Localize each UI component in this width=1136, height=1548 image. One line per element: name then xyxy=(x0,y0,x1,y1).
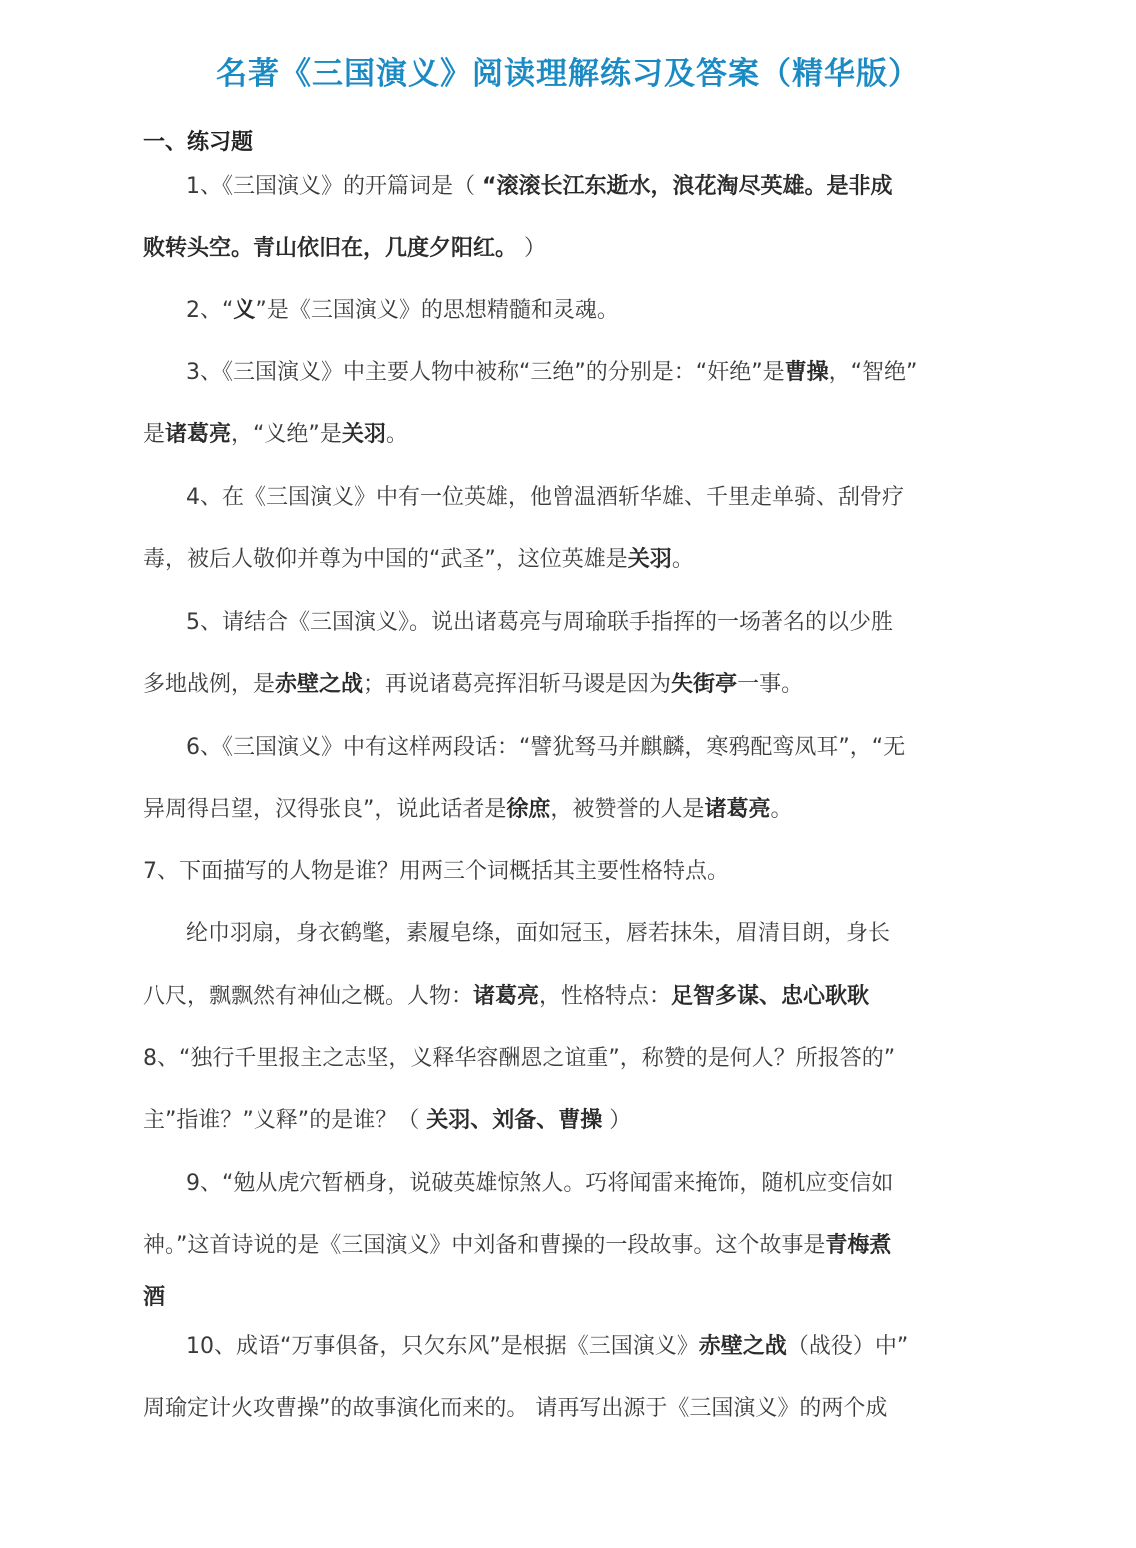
question-text: 9、“勉从虎穴暂栖身，说破英雄惊煞人。巧将闻雷来掩饰，随机应变信如 xyxy=(186,1171,894,1196)
text-line xyxy=(143,670,803,700)
question-text: 毒，被后人敬仰并尊为中国的“武圣”，这位英雄是 xyxy=(143,547,628,572)
text-line xyxy=(143,545,694,575)
question-text: 5、请结合《三国演义》。说出诸葛亮与周瑜联手指挥的一场著名的以少胜 xyxy=(186,610,893,635)
question-text: 周瑜定计火攻曹操”的故事演化而来的。 请再写出源于《三国演义》的两个成 xyxy=(143,1396,888,1421)
question-text: 主”指谁？”义释”的是谁？（ xyxy=(143,1108,427,1133)
question-text: 3、《三国演义》中主要人物中被称“三绝”的分别是：“奸绝”是 xyxy=(186,360,785,385)
question-text: 8、“独行千里报主之志坚，义释华容酬恩之谊重”，称赞的是何人？所报答的” xyxy=(143,1046,896,1071)
answer-text: 赤壁之战 xyxy=(698,1334,787,1359)
question-text: 一事。 xyxy=(737,672,804,697)
answer-text: 赤壁之战 xyxy=(275,672,364,697)
text-line xyxy=(186,1169,893,1199)
answer-text: 关羽 xyxy=(341,422,386,447)
question-text: ，性格特点： xyxy=(539,984,672,1009)
question-text: （战役）中” xyxy=(786,1334,909,1359)
question-text: 神。”这首诗说的是《三国演义》中刘备和曹操的一段故事。这个故事是 xyxy=(143,1233,826,1258)
text-line xyxy=(186,919,890,949)
text-line xyxy=(143,1283,165,1313)
answer-text: 足智多谋、忠心耿耿 xyxy=(671,984,870,1009)
question-text: ”是《三国演义》的思想精髓和灵魂。 xyxy=(255,298,619,323)
question-text: 7、下面描写的人物是谁？用两三个词概括其主要性格特点。 xyxy=(143,859,729,884)
answer-text: 失街亭 xyxy=(671,672,738,697)
question-text: ；再说诸葛亮挥泪斩马谡是因为 xyxy=(363,672,672,697)
question-text: ，“义绝”是 xyxy=(231,422,342,447)
question-text: 6、《三国演义》中有这样两段话：“譬犹驽马并麒麟，寒鸦配鸾凤耳”，“无 xyxy=(186,735,906,760)
text-line xyxy=(186,608,893,638)
question-text: 1、《三国演义》的开篇词是（ xyxy=(186,174,482,199)
text-line xyxy=(186,1332,908,1362)
text-line xyxy=(186,733,905,763)
text-line xyxy=(186,483,904,513)
answer-text: 诸葛亮 xyxy=(165,422,232,447)
question-text: 。 xyxy=(671,547,694,572)
text-line xyxy=(186,172,892,202)
text-line xyxy=(143,1231,891,1261)
answer-text: 关羽、刘备、曹操 xyxy=(426,1108,603,1133)
question-text: 异周得吕望，汉得张良”，说此话者是 xyxy=(143,797,507,822)
text-line xyxy=(143,795,792,825)
document-title: 名著《三国演义》阅读理解练习及答案（精华版） xyxy=(216,56,920,92)
question-text: 多地战例，是 xyxy=(143,672,276,697)
question-text: 4、在《三国演义》中有一位英雄，他曾温酒斩华雄、千里走单骑、刮骨疗 xyxy=(186,485,904,510)
answer-text: “滚滚长江东逝水，浪花淘尽英雄。是非成 xyxy=(482,174,893,199)
question-text: 10、成语“万事俱备，只欠东风”是根据《三国演义》 xyxy=(186,1334,699,1359)
answer-text: 诸葛亮 xyxy=(704,797,771,822)
answer-text: 青梅煮 xyxy=(825,1233,892,1258)
text-line xyxy=(186,358,917,388)
question-text: 。 xyxy=(770,797,793,822)
text-line xyxy=(143,420,408,450)
answer-text: 酒 xyxy=(143,1285,166,1310)
question-text: 八尺，飘飘然有神仙之概。人物： xyxy=(143,984,474,1009)
question-text: ） xyxy=(517,236,547,261)
text-line xyxy=(143,857,729,887)
text-line xyxy=(143,1044,895,1074)
answer-text: 义 xyxy=(233,298,256,323)
text-line xyxy=(186,296,619,326)
question-text: ，“智绝” xyxy=(828,360,918,385)
question-text: 。 xyxy=(385,422,408,447)
text-line xyxy=(143,982,869,1012)
section-heading: 一、练习题 xyxy=(143,130,254,155)
question-text: ） xyxy=(602,1108,632,1133)
text-line xyxy=(143,1394,887,1424)
answer-text: 关羽 xyxy=(627,547,672,572)
answer-text: 徐庶 xyxy=(506,797,551,822)
question-text: ，被赞誉的人是 xyxy=(550,797,705,822)
text-line xyxy=(143,1106,631,1136)
answer-text: 败转头空。青山依旧在，几度夕阳红。 xyxy=(143,236,518,261)
answer-text: 曹操 xyxy=(784,360,829,385)
answer-text: 诸葛亮 xyxy=(473,984,540,1009)
question-text: 纶巾羽扇，身衣鹤氅，素履皂绦，面如冠玉，唇若抹朱，眉清目朗，身长 xyxy=(186,921,891,946)
question-text: 2、“ xyxy=(186,298,234,323)
text-line xyxy=(143,234,546,264)
question-text: 是 xyxy=(143,422,166,447)
